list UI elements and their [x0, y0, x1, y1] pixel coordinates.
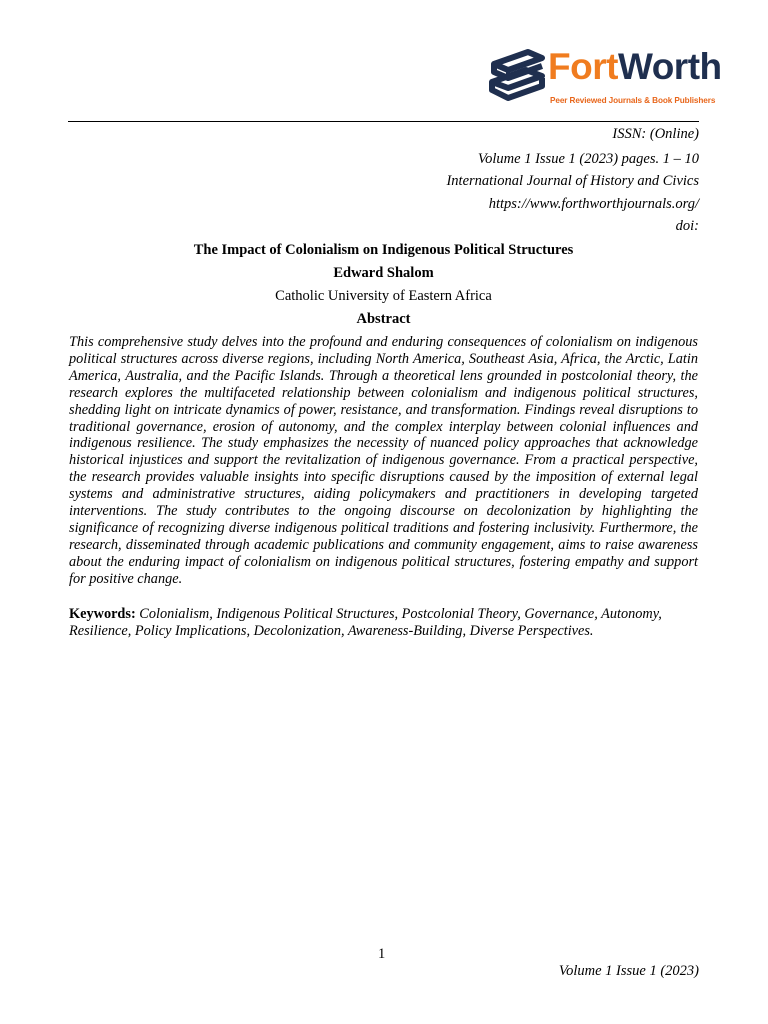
author-name: Edward Shalom: [333, 265, 434, 281]
author-affiliation: Catholic University of Eastern Africa: [275, 288, 492, 304]
article-title: The Impact of Colonialism on Indigenous Political Structures: [193, 242, 574, 258]
doi: doi:: [675, 218, 699, 234]
stacked-books-icon: [484, 42, 548, 104]
logo-tagline: Peer Reviewed Journals & Book Publishers: [550, 96, 716, 105]
abstract-heading: Abstract: [356, 311, 411, 327]
volume-pages: Volume 1 Issue 1 (2023) pages. 1 – 10: [477, 151, 699, 167]
page-number: 1: [378, 946, 386, 962]
keywords: [69, 606, 669, 640]
header-divider: [68, 121, 699, 122]
logo-wordmark: [548, 48, 722, 85]
footer-volume: Volume 1 Issue 1 (2023): [558, 963, 699, 979]
keywords-list: Colonialism, Indigenous Political Structures, Postcolonial Theory, Governance, Autonomy, Resilience, Policy Implications, Decolonization, Awareness-Building, Diverse Perspectives.: [69, 606, 662, 640]
abstract-body: This comprehensive study delves into the profound and enduring consequences of colonialism on indigenous political structures across diverse regions, including North America, Southeast Asia, Africa, the Arctic, Latin America, Australia, and the Pacific Islands. Through a theoretical lens grounded in postcolonial theory, the research explores the multifaceted relationship between colonialism and indigenous political structures, shedding light on intricate dynamics of power, resistance, and transformation. Findings reveal disruptions to traditional governance, erosion of autonomy, and the complex interplay between colonial influences and indigenous resilience. The study emphasizes the necessity of nuanced policy approaches that acknowledge historical injustices and support the revitalization of indigenous governance. From a practical perspective, the research provides valuable insights into specific disruptions caused by the imposition of external legal systems and administrative structures, aiding policymakers and practitioners in developing targeted interventions. The study contributes to the ongoing discourse on decolonization by highlighting the significance of recognizing diverse indigenous political traditions and fostering inclusivity. Furthermore, the research, disseminated through academic publications and community engagement, aims to raise awareness about the enduring impact of colonialism on indigenous political structures, fostering empathy and support for positive change.: [69, 334, 698, 587]
journal-url[interactable]: https://www.forthworthjournals.org/: [488, 196, 699, 212]
logo-word-fort: Fort: [548, 46, 618, 87]
journal-name: International Journal of History and Civics: [446, 173, 699, 189]
publisher-logo: [484, 40, 722, 110]
issn: ISSN: (Online): [612, 126, 699, 142]
logo-word-worth: Worth: [617, 46, 722, 87]
keywords-label: Keywords:: [69, 606, 136, 622]
